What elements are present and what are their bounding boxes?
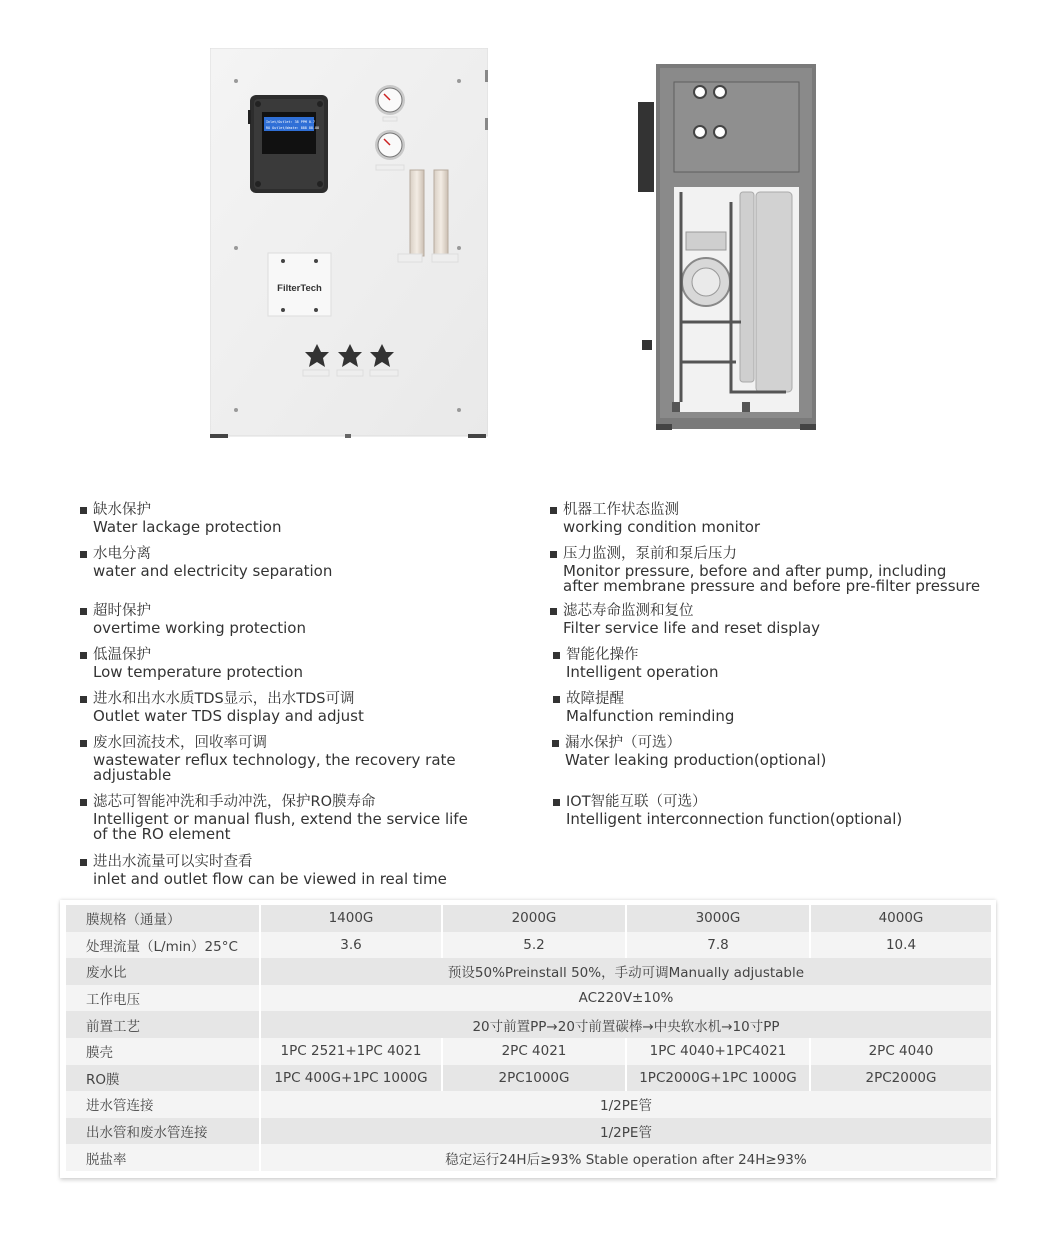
machine-side-view — [636, 62, 816, 432]
feature-left-6: 废水回流技术，回收率可调 wastewater reflux technology, the recovery rate adjustable — [80, 735, 456, 783]
bullet-square-icon — [553, 799, 560, 806]
feature-right-3: 滤芯寿命监测和复位 Filter service life and reset display — [550, 603, 820, 636]
feature-right-5: 故障提醒 Malfunction reminding — [553, 691, 734, 724]
svg-text:RO Outlet/Waste: 888 88.88: RO Outlet/Waste: 888 88.88 — [266, 126, 320, 130]
bullet-square-icon — [553, 696, 560, 703]
table-row: 前置工艺 20寸前置PP→20寸前置碳棒→中央软水机→10寸PP — [66, 1011, 991, 1038]
feature-right-1: 机器工作状态监测 working condition monitor — [550, 502, 760, 535]
bullet-square-icon — [80, 652, 87, 659]
bullet-square-icon — [80, 507, 87, 514]
bullet-square-icon — [80, 740, 87, 747]
feature-left-8: 进出水流量可以实时查看 inlet and outlet flow can be viewed in real time — [80, 854, 447, 887]
feature-right-4: 智能化操作 Intelligent operation — [553, 647, 718, 680]
feature-right-7: IOT智能互联（可选） Intelligent interconnection function(optional) — [553, 794, 902, 827]
bullet-square-icon — [552, 740, 559, 747]
feature-left-4: 低温保护 Low temperature protection — [80, 647, 303, 680]
spec-table — [66, 905, 991, 1171]
bullet-square-icon — [80, 859, 87, 866]
control-panel — [248, 95, 328, 193]
bullet-square-icon — [550, 507, 557, 514]
bullet-square-icon — [80, 696, 87, 703]
bullet-square-icon — [550, 551, 557, 558]
bullet-square-icon — [553, 652, 560, 659]
brand-plate — [268, 253, 331, 316]
feature-left-5: 进水和出水水质TDS显示，出水TDS可调 Outlet water TDS display and adjust — [80, 691, 364, 724]
table-row: 进水管连接 1/2PE管 — [66, 1091, 991, 1118]
table-row: 出水管和废水管连接 1/2PE管 — [66, 1118, 991, 1145]
table-row: 工作电压 AC220V±10% — [66, 985, 991, 1012]
table-row: RO膜 1PC 400G+1PC 1000G 2PC1000G 1PC2000G+1PC 1000G 2PC2000G — [66, 1065, 991, 1092]
table-row: 膜壳 1PC 2521+1PC 4021 2PC 4021 1PC 4040+1PC4021 2PC 4040 — [66, 1038, 991, 1065]
svg-text:FilterTech: FilterTech — [277, 283, 322, 294]
feature-left-1: 缺水保护 Water lackage protection — [80, 502, 281, 535]
feature-right-6: 漏水保护（可选） Water leaking production(optional) — [552, 735, 826, 768]
feature-left-2: 水电分离 water and electricity separation — [80, 546, 332, 579]
table-row: 废水比 预设50%Preinstall 50%，手动可调Manually adjustable — [66, 958, 991, 985]
bullet-square-icon — [550, 608, 557, 615]
table-row: 膜规格（通量） 1400G 2000G 3000G 4000G — [66, 905, 991, 932]
bullet-square-icon — [80, 608, 87, 615]
feature-left-3: 超时保护 overtime working protection — [80, 603, 306, 636]
feature-right-2: 压力监测，泵前和泵后压力 Monitor pressure, before and after pump, including after membrane pressure and before pre-filter pressure — [550, 546, 980, 594]
bullet-square-icon — [80, 799, 87, 806]
table-row: 处理流量（L/min）25°C 3.6 5.2 7.8 10.4 — [66, 932, 991, 959]
bullet-square-icon — [80, 551, 87, 558]
feature-left-7: 滤芯可智能冲洗和手动冲洗，保护RO膜寿命 Intelligent or manual flush, extend the service life of the RO element — [80, 794, 468, 842]
machine-front-view — [210, 48, 488, 438]
svg-text:Inlet/Outlet: 38 PPM 0.7: Inlet/Outlet: 38 PPM 0.7 — [266, 120, 315, 124]
table-row: 脱盐率 稳定运行24H后≥93% Stable operation after 24H≥93% — [66, 1144, 991, 1171]
spec-table-card — [60, 900, 996, 1178]
